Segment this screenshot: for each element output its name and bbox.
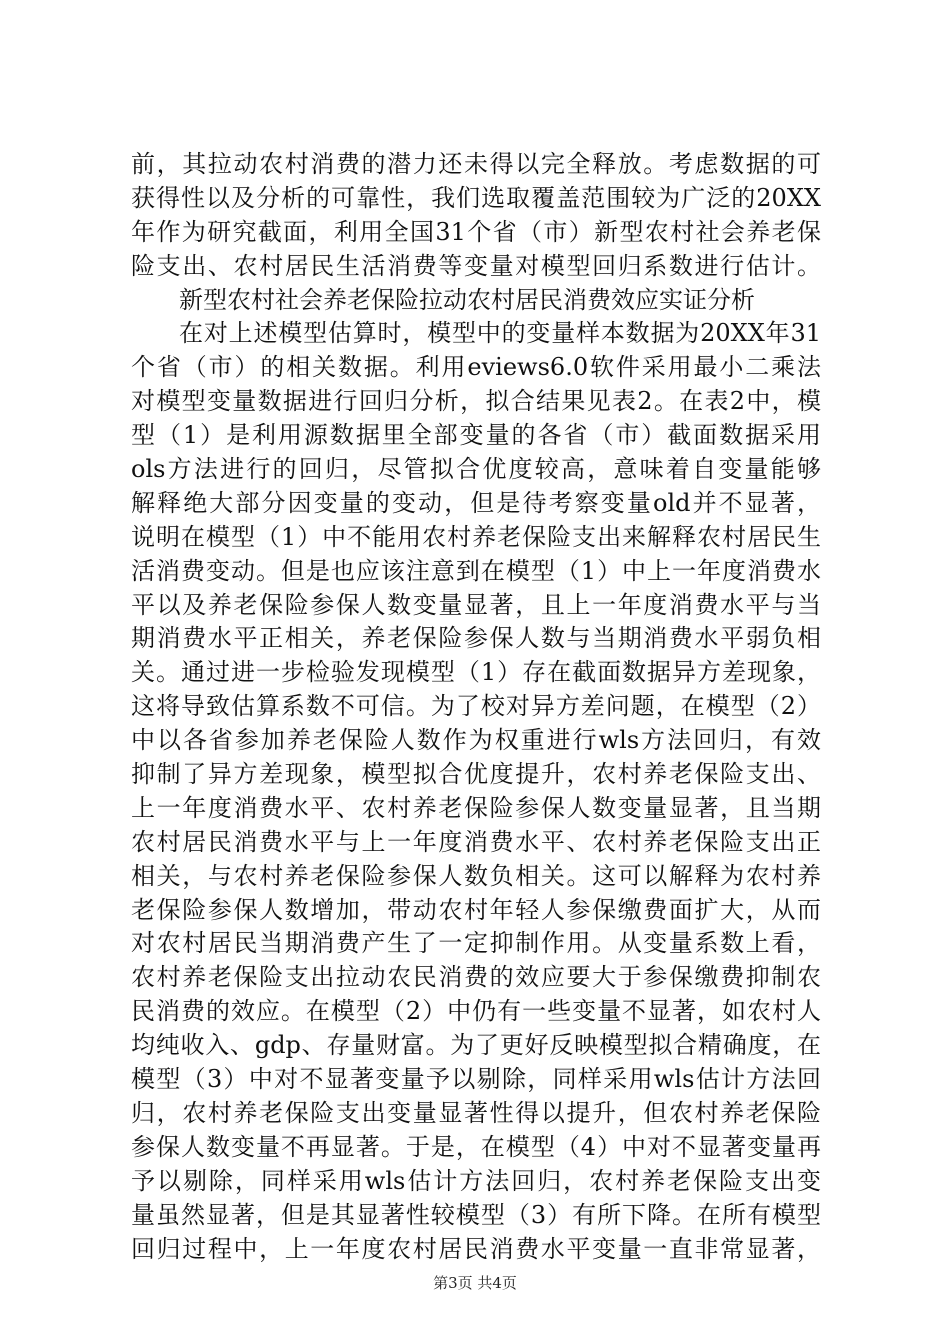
text-line: 均纯收入、gdp、存量财富。为了更好反映模型拟合精确度，在 bbox=[131, 1031, 821, 1060]
text-line: 前，其拉动农村消费的潜力还未得以完全释放。考虑数据的可 bbox=[131, 150, 821, 178]
page-footer: 第3页 共4页 bbox=[433, 1274, 517, 1292]
text-line: 老保险参保人数增加，带动农村年轻人参保缴费面扩大，从而 bbox=[131, 895, 821, 924]
text-line: 回归过程中，上一年度农村居民消费水平变量一直非常显著， bbox=[131, 1234, 821, 1263]
text-line: 活消费变动。但是也应该注意到在模型（1）中上一年度消费水 bbox=[131, 556, 821, 585]
text-line: 年作为研究截面，利用全国31个省（市）新型农村社会养老保 bbox=[131, 217, 821, 246]
text-line: 期消费水平正相关，养老保险参保人数与当期消费水平弱负相 bbox=[131, 624, 821, 653]
section-heading: 新型农村社会养老保险拉动农村居民消费效应实证分析 bbox=[179, 285, 755, 314]
text-line: 农村养老保险支出拉动农民消费的效应要大于参保缴费抑制农 bbox=[131, 963, 821, 992]
body-text bbox=[131, 148, 821, 1266]
text-line: 说明在模型（1）中不能用农村养老保险支出来解释农村居民生 bbox=[131, 522, 821, 551]
text-line: 量虽然显著，但是其显著性较模型（3）有所下降。在所有模型 bbox=[131, 1200, 821, 1229]
text-line: 平以及养老保险参保人数变量显著，且上一年度消费水平与当 bbox=[131, 590, 821, 619]
text-line: 解释绝大部分因变量的变动，但是待考察变量old并不显著， bbox=[131, 488, 821, 517]
text-line: 对模型变量数据进行回归分析，拟合结果见表2。在表2中，模 bbox=[131, 387, 821, 416]
text-line: 抑制了异方差现象，模型拟合优度提升，农村养老保险支出、 bbox=[131, 760, 821, 789]
text-line: 对农村居民当期消费产生了一定抑制作用。从变量系数上看， bbox=[131, 929, 821, 958]
text-line: 险支出、农村居民生活消费等变量对模型回归系数进行估计。 bbox=[131, 251, 821, 280]
text-line: 予以剔除，同样采用wls估计方法回归，农村养老保险支出变 bbox=[131, 1166, 821, 1195]
text-line: 民消费的效应。在模型（2）中仍有一些变量不显著，如农村人 bbox=[131, 997, 821, 1026]
text-line: 模型（3）中对不显著变量予以剔除，同样采用wls估计方法回 bbox=[131, 1065, 821, 1094]
text-line: ols方法进行的回归，尽管拟合优度较高，意味着自变量能够 bbox=[131, 455, 821, 484]
text-line: 参保人数变量不再显著。于是，在模型（4）中对不显著变量再 bbox=[131, 1132, 821, 1161]
text-line: 农村居民消费水平与上一年度消费水平、农村养老保险支出正 bbox=[131, 827, 821, 856]
text-line: 归，农村养老保险支出变量显著性得以提升，但农村养老保险 bbox=[131, 1098, 821, 1127]
text-line: 获得性以及分析的可靠性，我们选取覆盖范围较为广泛的20XX bbox=[131, 183, 821, 212]
text-line: 个省（市）的相关数据。利用eviews6.0软件采用最小二乘法 bbox=[131, 353, 821, 382]
text-line: 相关，与农村养老保险参保人数负相关。这可以解释为农村养 bbox=[131, 861, 821, 890]
text-line: 中以各省参加养老保险人数作为权重进行wls方法回归，有效 bbox=[131, 726, 821, 755]
text-line: 这将导致估算系数不可信。为了校对异方差问题，在模型（2） bbox=[131, 692, 821, 721]
text-line: 关。通过进一步检验发现模型（1）存在截面数据异方差现象， bbox=[131, 658, 821, 687]
text-line: 型（1）是利用源数据里全部变量的各省（市）截面数据采用 bbox=[131, 421, 821, 450]
text-line: 在对上述模型估算时，模型中的变量样本数据为20XX年31 bbox=[179, 319, 821, 348]
text-line: 上一年度消费水平、农村养老保险参保人数变量显著，且当期 bbox=[131, 793, 821, 822]
